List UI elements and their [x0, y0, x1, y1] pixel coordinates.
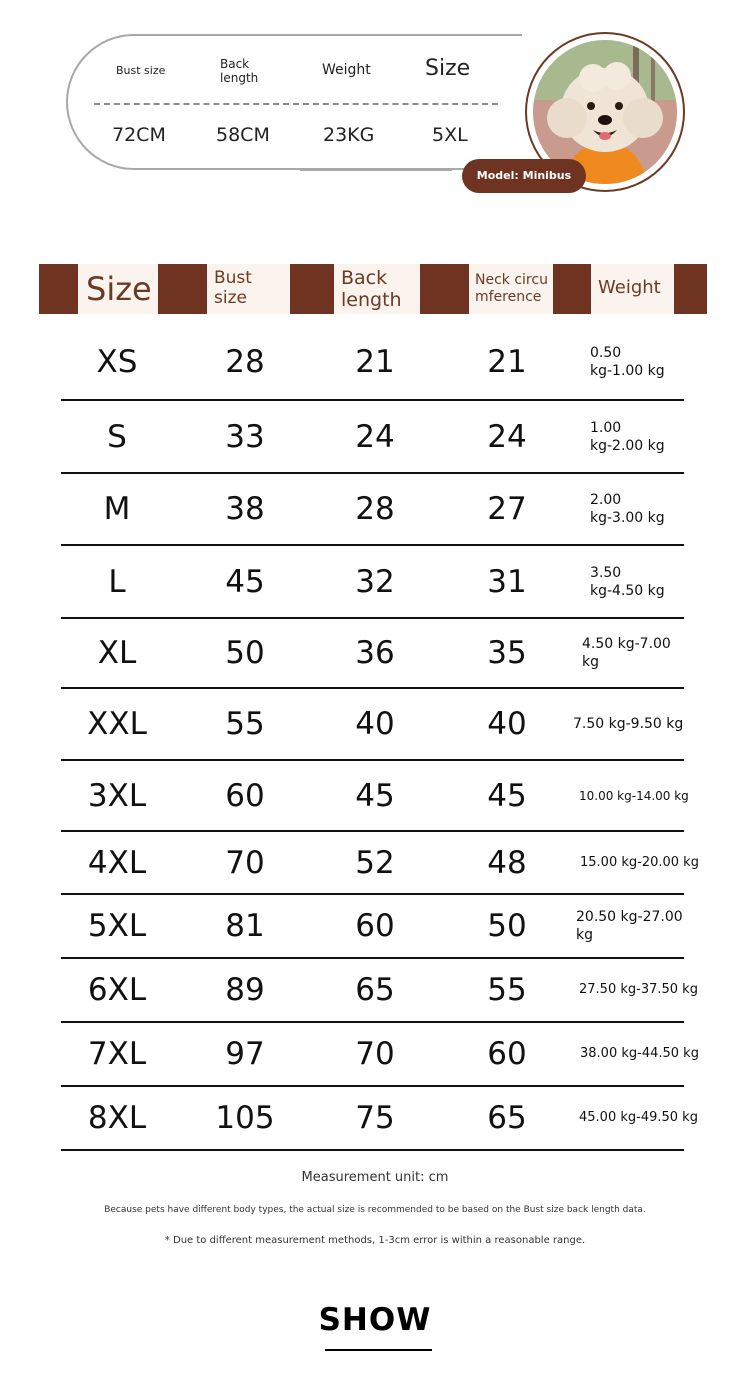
cell-neck: 55: [487, 972, 527, 1008]
cell-bust: 50: [225, 635, 265, 671]
cell-back: 32: [355, 563, 395, 600]
cell-size: XXL: [87, 706, 147, 742]
cell-bust: 45: [225, 563, 265, 600]
cell-neck: 48: [487, 844, 527, 881]
table-row: [0, 1022, 750, 1086]
header-bust-label: Bust size: [214, 268, 252, 308]
cell-back: 21: [355, 344, 395, 380]
header-weight-label: Weight: [598, 277, 661, 298]
cell-bust: 60: [225, 777, 265, 814]
header-back-label: Back length: [341, 267, 402, 311]
cell-back: 52: [355, 844, 395, 881]
cell-size: 7XL: [87, 1036, 147, 1072]
cell-neck: 31: [487, 563, 527, 600]
cell-size: M: [103, 491, 131, 527]
header-bust: [207, 264, 290, 314]
cell-bust: 105: [215, 1100, 275, 1136]
cell-weight: 15.00 kg-20.00 kg: [580, 855, 699, 870]
cell-weight: 4.50 kg-7.00 kg: [582, 636, 671, 670]
model-value-bust: 72CM: [112, 124, 166, 146]
model-card-edge: [300, 169, 452, 171]
cell-size: XS: [96, 344, 138, 380]
model-label-back: Back length: [220, 57, 259, 85]
cell-back: 36: [355, 635, 395, 671]
cell-size: 5XL: [87, 908, 147, 944]
row-divider: [61, 1149, 684, 1151]
cell-weight: 38.00 kg-44.50 kg: [580, 1046, 699, 1061]
table-row: [0, 618, 750, 688]
table-row: [0, 760, 750, 831]
table-row: [0, 688, 750, 760]
table-row: [0, 894, 750, 958]
measurement-unit-note: Measurement unit: cm: [301, 1170, 449, 1185]
cell-size: XL: [97, 635, 137, 671]
cell-neck: 21: [487, 344, 527, 380]
cell-neck: 40: [487, 706, 527, 742]
cell-weight: 20.50 kg-27.00 kg: [576, 909, 683, 943]
cell-neck: 60: [487, 1036, 527, 1072]
model-divider: [94, 103, 498, 105]
model-info-card: [66, 34, 522, 170]
cell-back: 60: [355, 908, 395, 944]
show-heading: SHOW: [318, 1302, 432, 1338]
table-row: [0, 324, 750, 400]
header-neck-label: Neck circu mference: [475, 272, 548, 305]
header-neck: [469, 264, 553, 314]
cell-weight: 1.00 kg-2.00 kg: [590, 420, 665, 454]
cell-back: 65: [355, 972, 395, 1008]
cell-back: 28: [355, 491, 395, 527]
cell-neck: 65: [487, 1100, 527, 1136]
model-label-weight: Weight: [322, 62, 371, 78]
cell-bust: 97: [225, 1036, 265, 1072]
cell-bust: 70: [225, 844, 265, 881]
cell-back: 40: [355, 706, 395, 742]
cell-weight: 45.00 kg-49.50 kg: [579, 1110, 698, 1125]
table-row: [0, 958, 750, 1022]
table-row: [0, 545, 750, 618]
header-size: [78, 264, 158, 314]
table-row: [0, 831, 750, 894]
body-type-advice-note: Because pets have different body types, the actual size is recommended to be based on the Bust size back length data.: [104, 1205, 646, 1215]
cell-weight: 7.50 kg-9.50 kg: [573, 716, 684, 732]
cell-size: S: [107, 418, 127, 455]
cell-size: 8XL: [87, 1100, 147, 1136]
table-row: [0, 473, 750, 545]
table-row: [0, 1086, 750, 1150]
cell-weight: 2.00 kg-3.00 kg: [590, 492, 665, 526]
cell-weight: 3.50 kg-4.50 kg: [590, 565, 665, 599]
model-value-back: 58CM: [216, 124, 270, 146]
cell-bust: 28: [225, 344, 265, 380]
model-name-badge: Model: Minibus: [462, 159, 586, 193]
header-size-label: Size: [86, 270, 152, 308]
cell-neck: 50: [487, 908, 527, 944]
cell-size: L: [108, 563, 126, 600]
cell-neck: 45: [487, 777, 527, 814]
cell-back: 70: [355, 1036, 395, 1072]
model-value-size: 5XL: [432, 124, 468, 146]
header-back: [334, 264, 420, 314]
error-range-note: * Due to different measurement methods, 1-3cm error is within a reasonable range.: [164, 1235, 586, 1246]
cell-back: 45: [355, 777, 395, 814]
cell-back: 24: [355, 418, 395, 455]
header-weight: [591, 264, 674, 314]
cell-bust: 89: [225, 972, 265, 1008]
cell-weight: 0.50 kg-1.00 kg: [590, 345, 665, 379]
cell-back: 75: [355, 1100, 395, 1136]
cell-bust: 33: [225, 418, 265, 455]
cell-weight: 27.50 kg-37.50 kg: [579, 982, 698, 997]
cell-bust: 38: [225, 491, 265, 527]
cell-bust: 55: [225, 706, 265, 742]
cell-size: 4XL: [87, 844, 147, 881]
cell-bust: 81: [225, 908, 265, 944]
cell-neck: 35: [487, 635, 527, 671]
cell-size: 3XL: [87, 777, 147, 814]
model-label-bust: Bust size: [116, 64, 166, 77]
cell-weight: 10.00 kg-14.00 kg: [579, 789, 689, 803]
cell-neck: 27: [487, 491, 527, 527]
model-value-weight: 23KG: [323, 124, 375, 146]
show-underline: [325, 1349, 432, 1351]
table-row: [0, 400, 750, 473]
cell-neck: 24: [487, 418, 527, 455]
model-label-size: Size: [425, 56, 471, 81]
cell-size: 6XL: [87, 972, 147, 1008]
